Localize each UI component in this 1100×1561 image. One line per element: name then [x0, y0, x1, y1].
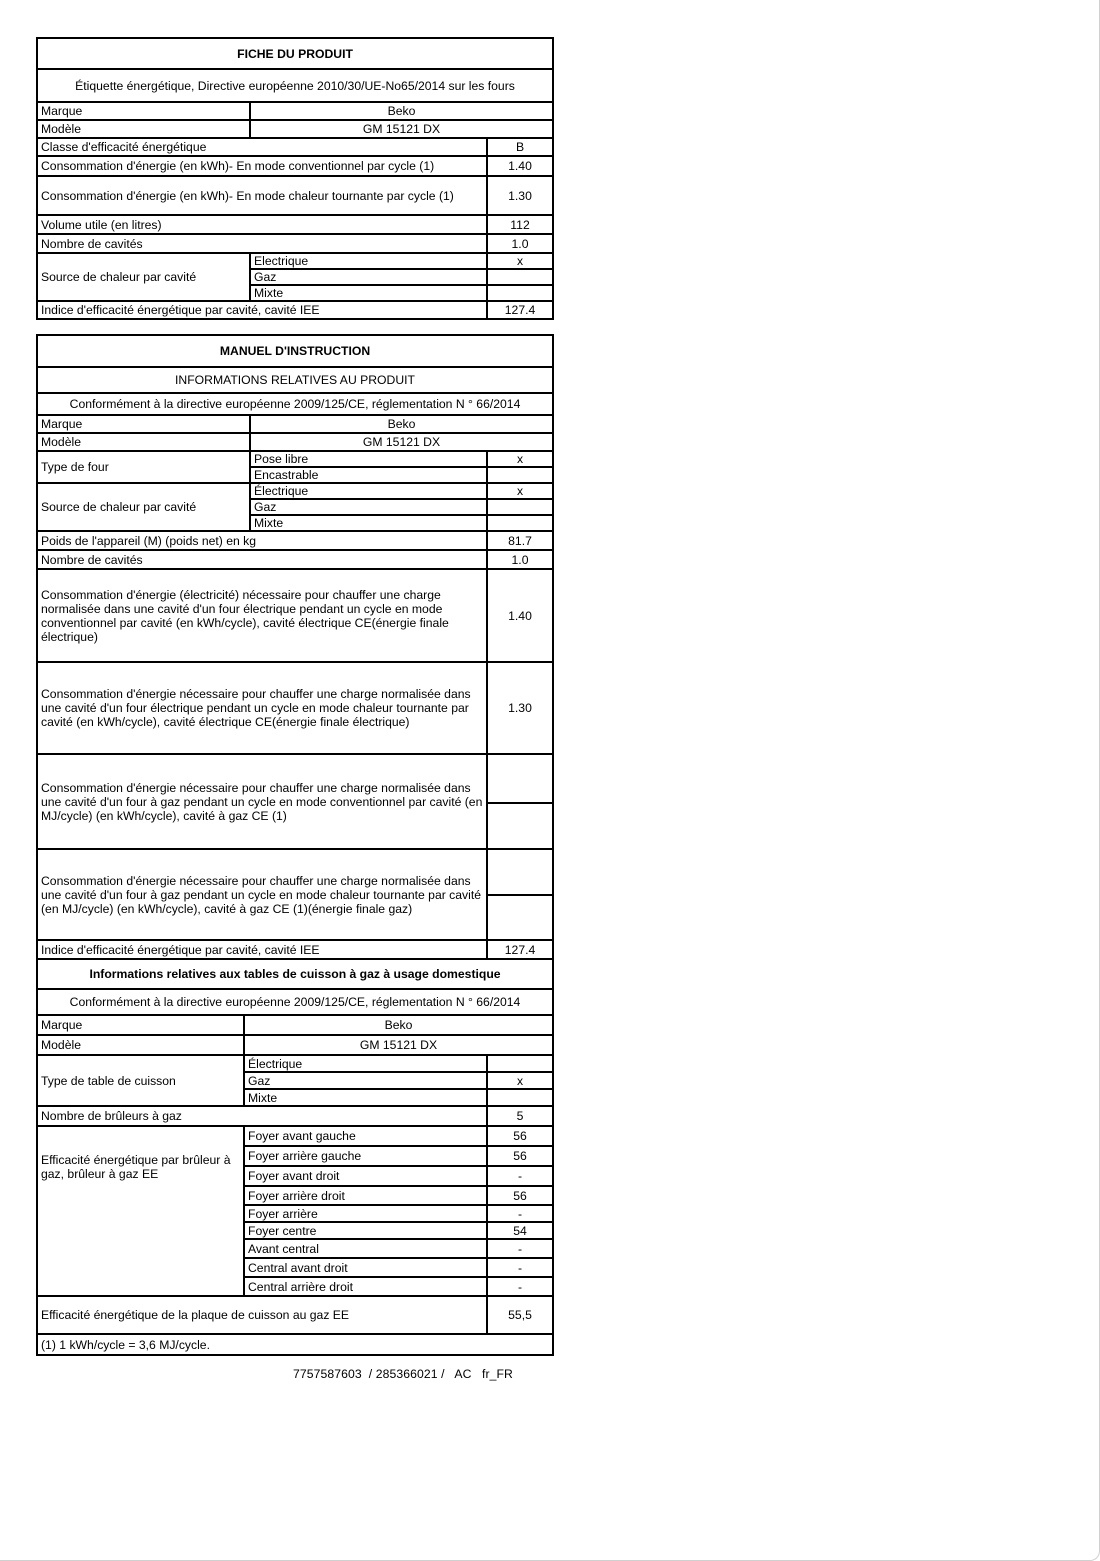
- iee-label: Indice d'efficacité énergétique par cavité, cavité IEE: [37, 940, 487, 959]
- cuisson-directive: Conformément à la directive européenne 2009/125/CE, réglementation N ° 66/2014: [37, 989, 553, 1015]
- foyer-value: 56: [487, 1186, 553, 1205]
- document-reference: 7757587603 / 285366021 / AC fr_FR: [293, 1367, 513, 1381]
- volume-label: Volume utile (en litres): [37, 215, 487, 234]
- marque-label: Marque: [37, 415, 250, 433]
- source-option-value: x: [487, 253, 553, 269]
- foyer-value: -: [487, 1239, 553, 1258]
- info-title: INFORMATIONS RELATIVES AU PRODUIT: [37, 367, 553, 393]
- source-option-label: Electrique: [250, 253, 487, 269]
- conso-conv-value: 1.40: [487, 156, 553, 176]
- bruleurs-value: 5: [487, 1106, 553, 1126]
- modele-label: Modèle: [37, 120, 250, 138]
- marque-value: Beko: [250, 415, 553, 433]
- cuisson-title: Informations relatives aux tables de cuisson à gaz à usage domestique: [37, 959, 553, 989]
- source-label: Source de chaleur par cavité: [37, 483, 250, 531]
- marque-label: Marque: [37, 102, 250, 120]
- ce-gaz-tourn-value-kwh: [487, 895, 553, 940]
- plaque-value: 55,5: [487, 1296, 553, 1334]
- source-option-value: [487, 285, 553, 301]
- modele-value: GM 15121 DX: [250, 120, 553, 138]
- classe-value: B: [487, 138, 553, 156]
- type-option-label: Gaz: [244, 1072, 487, 1089]
- cavites-value: 1.0: [487, 234, 553, 253]
- cavites-label: Nombre de cavités: [37, 234, 487, 253]
- manuel-title: MANUEL D'INSTRUCTION: [37, 335, 553, 367]
- conso-tourn-value: 1.30: [487, 176, 553, 215]
- type-option-value: [487, 467, 553, 483]
- fiche-title: FICHE DU PRODUIT: [37, 38, 553, 69]
- cavites-label: Nombre de cavités: [37, 550, 487, 569]
- type-four-label: Type de four: [37, 451, 250, 483]
- ce-elec-tourn-label: Consommation d'énergie nécessaire pour chauffer une charge normalisée dans une cavité d'un four électrique pendant un cycle en mode chaleur tournante par cavité (en kWh/cycle), cavité électrique CE(énergie finale électrique): [37, 662, 487, 754]
- footnote: (1) 1 kWh/cycle = 3,6 MJ/cycle.: [37, 1334, 553, 1355]
- type-option-label: Mixte: [244, 1089, 487, 1106]
- source-option-value: [487, 269, 553, 285]
- source-option-label: Électrique: [250, 483, 487, 499]
- foyer-label: Central avant droit: [244, 1258, 487, 1277]
- manuel-section: [36, 334, 552, 1356]
- foyer-value: 54: [487, 1222, 553, 1239]
- foyer-value: 56: [487, 1146, 553, 1166]
- foyer-value: -: [487, 1166, 553, 1186]
- modele-value: GM 15121 DX: [250, 433, 553, 451]
- type-option-value: x: [487, 1072, 553, 1089]
- foyer-value: -: [487, 1205, 553, 1222]
- fiche-produit-table: [36, 37, 554, 320]
- ce-elec-conv-value: 1.40: [487, 569, 553, 662]
- directive-text: Conformément à la directive européenne 2009/125/CE, réglementation N ° 66/2014: [37, 393, 553, 415]
- source-label: Source de chaleur par cavité: [37, 253, 250, 301]
- bruleurs-label: Nombre de brûleurs à gaz: [37, 1106, 487, 1126]
- marque-label: Marque: [37, 1015, 244, 1035]
- fiche-produit-section: [36, 37, 552, 320]
- source-option-label: Gaz: [250, 269, 487, 285]
- plaque-label: Efficacité énergétique de la plaque de cuisson au gaz EE: [37, 1296, 487, 1334]
- volume-value: 112: [487, 215, 553, 234]
- source-option-value: x: [487, 483, 553, 499]
- cavites-value: 1.0: [487, 550, 553, 569]
- type-option-label: Encastrable: [250, 467, 487, 483]
- conso-conv-label: Consommation d'énergie (en kWh)- En mode conventionnel par cycle (1): [37, 156, 487, 176]
- ce-elec-conv-label: Consommation d'énergie (électricité) nécessaire pour chauffer une charge normalisée dans une cavité d'un four électrique pendant un cycle en mode conventionnel par cavité (en kWh/cycle), cavité électrique CE(énergie finale électrique): [37, 569, 487, 662]
- foyer-value: 56: [487, 1126, 553, 1146]
- poids-label: Poids de l'appareil (M) (poids net) en kg: [37, 531, 487, 550]
- iee-value: 127.4: [487, 940, 553, 959]
- foyer-label: Foyer avant droit: [244, 1166, 487, 1186]
- foyer-value: -: [487, 1258, 553, 1277]
- poids-value: 81.7: [487, 531, 553, 550]
- modele-value: GM 15121 DX: [244, 1035, 553, 1055]
- type-option-value: x: [487, 451, 553, 467]
- modele-label: Modèle: [37, 433, 250, 451]
- classe-label: Classe d'efficacité énergétique: [37, 138, 487, 156]
- ce-gaz-conv-label: Consommation d'énergie nécessaire pour chauffer une charge normalisée dans une cavité d'un four à gaz pendant un cycle en mode conventionnel par cavité (en MJ/cycle) (en kWh/cycle), cavité à gaz CE (1): [37, 754, 487, 849]
- source-option-value: [487, 499, 553, 515]
- conso-tourn-label: Consommation d'énergie (en kWh)- En mode chaleur tournante par cycle (1): [37, 176, 487, 215]
- ce-gaz-conv-value-mj: [487, 754, 553, 803]
- manuel-table: [36, 334, 554, 960]
- type-option-value: [487, 1055, 553, 1072]
- source-option-label: Mixte: [250, 515, 487, 531]
- foyer-label: Foyer arrière gauche: [244, 1146, 487, 1166]
- foyer-label: Foyer centre: [244, 1222, 487, 1239]
- ce-elec-tourn-value: 1.30: [487, 662, 553, 754]
- source-option-label: Gaz: [250, 499, 487, 515]
- cuisson-table: [36, 958, 554, 1356]
- marque-value: Beko: [250, 102, 553, 120]
- foyer-value: -: [487, 1277, 553, 1296]
- foyer-label: Central arrière droit: [244, 1277, 487, 1296]
- foyer-label: Foyer arrière droit: [244, 1186, 487, 1205]
- marque-value: Beko: [244, 1015, 553, 1035]
- type-option-value: [487, 1089, 553, 1106]
- ce-gaz-tourn-value-mj: [487, 849, 553, 895]
- type-table-label: Type de table de cuisson: [37, 1055, 244, 1106]
- foyer-label: Avant central: [244, 1239, 487, 1258]
- fiche-subtitle: Étiquette énergétique, Directive européenne 2010/30/UE-No65/2014 sur les fours: [37, 69, 553, 102]
- type-option-label: Électrique: [244, 1055, 487, 1072]
- ce-gaz-tourn-label: Consommation d'énergie nécessaire pour chauffer une charge normalisée dans une cavité d'un four à gaz pendant un cycle en mode chaleur tournante par cavité (en MJ/cycle) (en kWh/cycle), cavité à gaz CE (1)(énergie finale gaz): [37, 849, 487, 940]
- efficacite-label: Efficacité énergétique par brûleur à gaz, brûleur à gaz EE: [37, 1126, 244, 1296]
- foyer-label: Foyer avant gauche: [244, 1126, 487, 1146]
- iee-value: 127.4: [487, 301, 553, 319]
- modele-label: Modèle: [37, 1035, 244, 1055]
- ce-gaz-conv-value-kwh: [487, 803, 553, 849]
- source-option-value: [487, 515, 553, 531]
- foyer-label: Foyer arrière: [244, 1205, 487, 1222]
- iee-label: Indice d'efficacité énergétique par cavité, cavité IEE: [37, 301, 487, 319]
- source-option-label: Mixte: [250, 285, 487, 301]
- type-option-label: Pose libre: [250, 451, 487, 467]
